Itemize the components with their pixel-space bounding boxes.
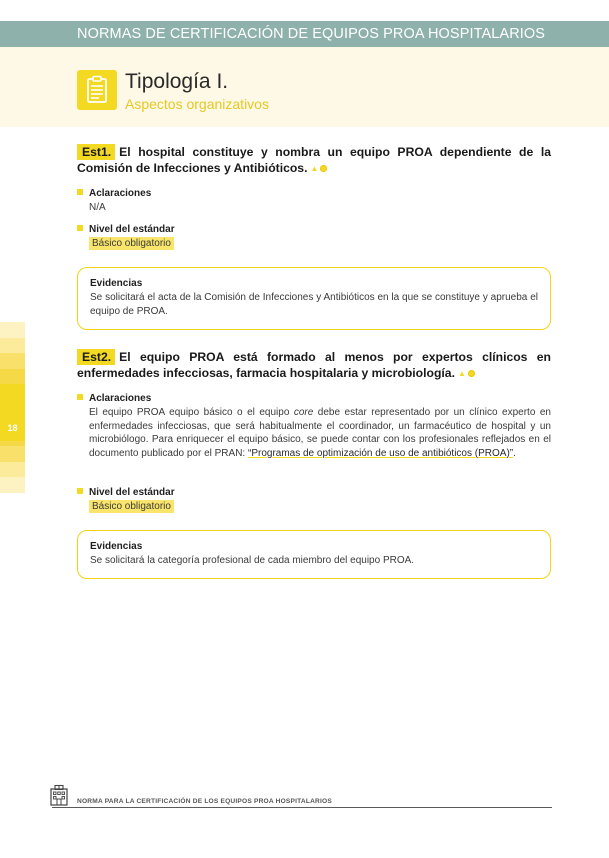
- side-tab: [0, 322, 25, 338]
- standard-2-evidencias-text: Se solicitará la categoría profesional de cada miembro del equipo PROA.: [90, 555, 415, 566]
- page-number: 18: [0, 415, 25, 441]
- standard-2-evidencias-label: Evidencias: [90, 541, 143, 552]
- side-tab: [0, 446, 25, 462]
- bullet-icon: [77, 189, 83, 195]
- side-tab: [0, 338, 25, 354]
- footer-text: NORMA PARA LA CERTIFICACIÓN DE LOS EQUIPOS PROA HOSPITALARIOS: [77, 798, 332, 805]
- status-dot-icon: [468, 370, 475, 377]
- hospital-icon: [49, 784, 69, 806]
- standard-1-nivel-badge: Básico obligatorio: [89, 237, 174, 250]
- bullet-icon: [77, 394, 83, 400]
- standard-1-code: Est1.: [77, 144, 115, 160]
- standard-2-heading: [77, 350, 551, 381]
- bullet-icon: [77, 488, 83, 494]
- footer-divider: [52, 807, 552, 808]
- warning-triangle-icon: ▲: [310, 163, 319, 173]
- standard-2-evidencias-box: [77, 530, 551, 579]
- side-tab: [0, 369, 25, 385]
- page-title: Tipología I.: [125, 70, 229, 93]
- side-index-tabs: [0, 322, 25, 493]
- standard-1-aclaraciones-label: Aclaraciones: [77, 188, 151, 199]
- proa-document-link[interactable]: “Programas de optimización de uso de antibióticos (PROA)”: [247, 447, 514, 459]
- side-tab: [0, 353, 25, 369]
- standard-1-evidencias-text: Se solicitará el acta de la Comisión de Infecciones y Antibióticos en la que se constituye y aprueba el equipo de PROA.: [90, 292, 538, 317]
- status-dot-icon: [320, 165, 327, 172]
- side-tab: [0, 462, 25, 478]
- document-banner: [0, 21, 609, 47]
- standard-1-evidencias-box: [77, 267, 551, 330]
- side-tab: [0, 400, 25, 416]
- standard-2-nivel-label: Nivel del estándar: [77, 487, 175, 498]
- standard-2-aclaraciones-label: Aclaraciones: [77, 393, 151, 404]
- banner-title: NORMAS DE CERTIFICACIÓN DE EQUIPOS PROA HOSPITALARIOS: [77, 26, 546, 42]
- standard-2-nivel-badge: Básico obligatorio: [89, 500, 174, 513]
- standard-1-title: El hospital constituye y nombra un equipo PROA dependiente de la Comisión de Infecciones y Antibióticos.: [77, 145, 551, 175]
- warning-triangle-icon: ▲: [457, 368, 466, 378]
- standard-2-title: El equipo PROA está formado al menos por expertos clínicos en enfermedades infecciosas, farmacia hospitalaria y microbiología.: [77, 350, 551, 380]
- standard-2-code: Est2.: [77, 349, 115, 365]
- standard-2-aclaraciones-text: El equipo PROA equipo básico o el equipo core debe estar representado por un clínico experto en enfermedades infecciosas, que será habitualmente el coordinador, un farmacéutico de hospital y un microbiólogo. Para enriquecer el equipo básico, se puede contar con los profesionales reflejados en el documento publicado por el PRAN: “Programas de optimización de uso de antibióticos (PROA)”.: [89, 407, 551, 459]
- side-tab: [0, 384, 25, 400]
- standard-1-aclaraciones-text: N/A: [89, 202, 106, 213]
- standard-1-heading: [77, 145, 551, 176]
- page-subtitle: Aspectos organizativos: [125, 96, 269, 112]
- standard-1-nivel-label: Nivel del estándar: [77, 224, 175, 235]
- bullet-icon: [77, 225, 83, 231]
- standard-1-evidencias-label: Evidencias: [90, 278, 143, 289]
- side-tab: [0, 477, 25, 493]
- clipboard-icon: [77, 70, 117, 110]
